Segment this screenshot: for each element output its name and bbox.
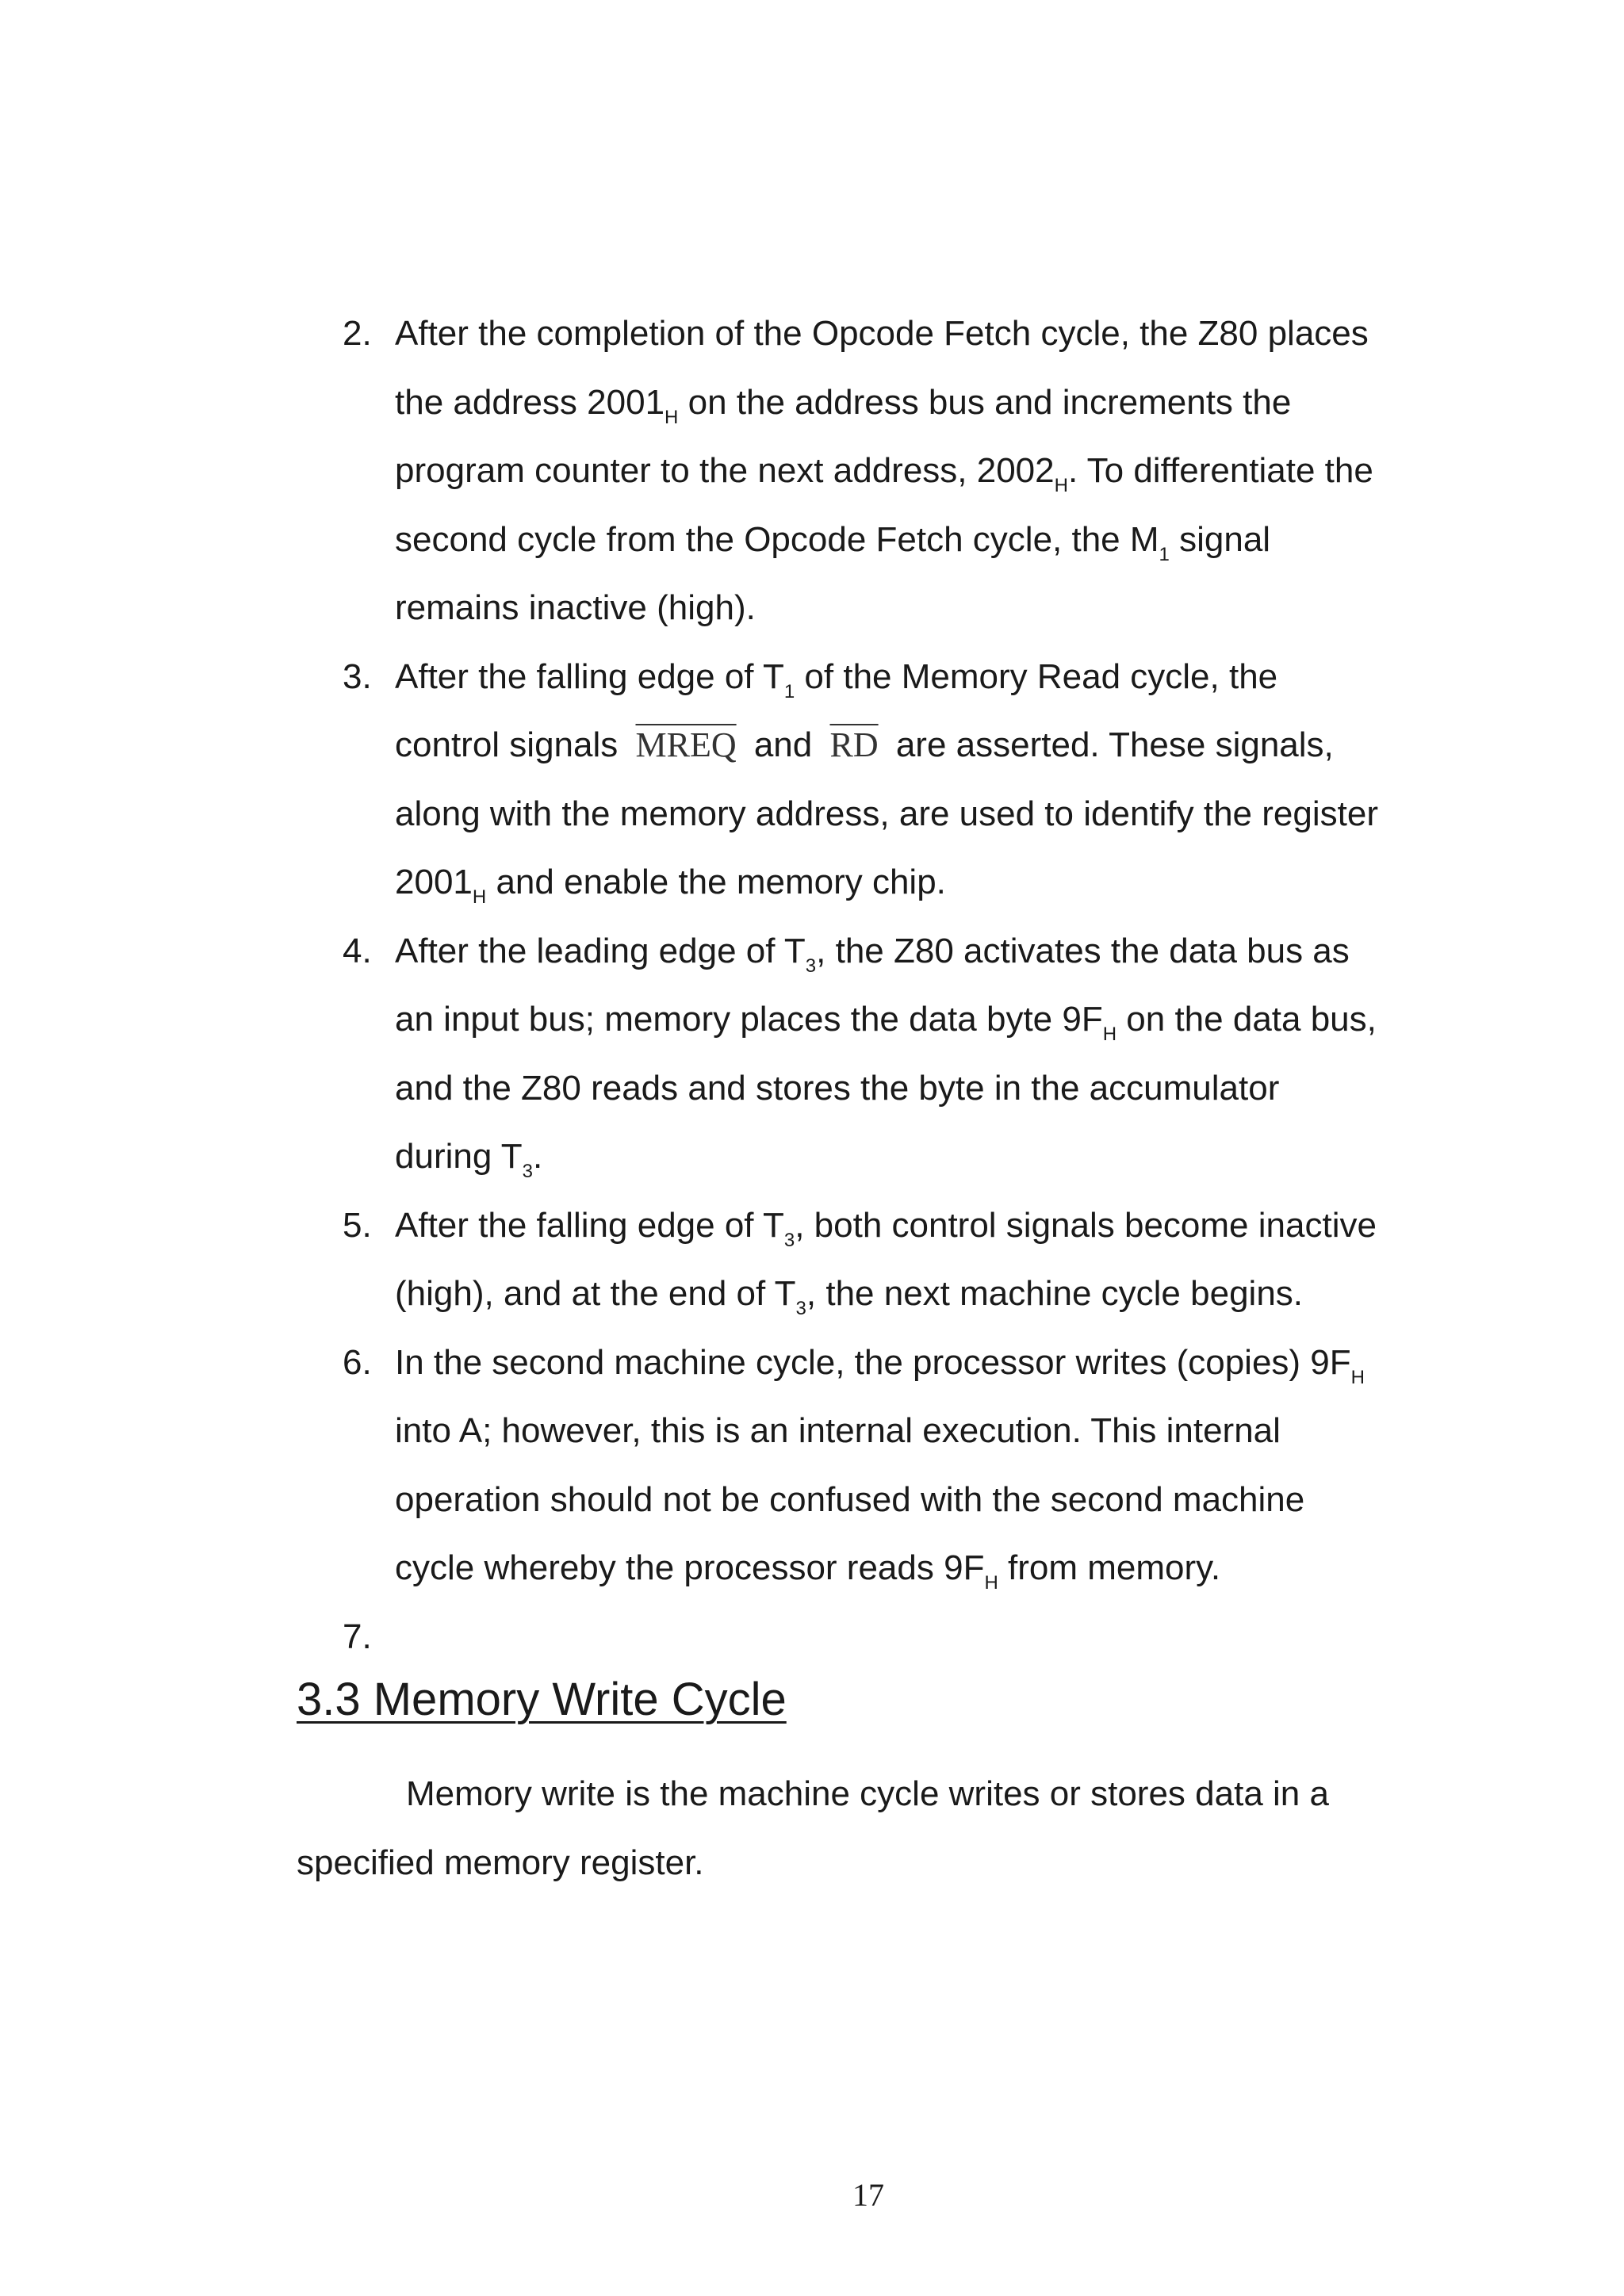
text-line: After the completion of the Opcode Fetch cycle, the Z80 places bbox=[395, 314, 1369, 353]
list-item-text bbox=[395, 643, 1469, 917]
page-number: 17 bbox=[852, 2177, 884, 2213]
text-line: cycle whereby the processor reads $9F_H$ from memory. bbox=[395, 1548, 1221, 1594]
list-item-number: 6. bbox=[343, 1342, 372, 1382]
text-line: the address $2001_H$ on the address bus and increments the bbox=[395, 382, 1292, 428]
text-line: After the falling edge of $T_3$, both control signals become inactive bbox=[395, 1205, 1377, 1251]
list-item-number: 5. bbox=[343, 1205, 372, 1245]
mreq-signal: MREQ bbox=[635, 725, 737, 764]
text-line: operation should not be confused with the second machine bbox=[395, 1479, 1305, 1519]
text-line: second cycle from the Opcode Fetch cycle, the $M_1$ signal bbox=[395, 519, 1271, 565]
list-item-text bbox=[395, 1329, 1469, 1603]
list-item bbox=[343, 300, 1469, 643]
list-item bbox=[343, 643, 1469, 917]
text-line: After the leading edge of $T_3$, the Z80 activates the data bus as bbox=[395, 931, 1350, 977]
list-item bbox=[343, 1603, 1469, 1672]
section-paragraph bbox=[297, 1760, 1486, 1897]
section-heading: 3.3 Memory Write Cycle bbox=[297, 1674, 787, 1725]
list-item bbox=[343, 917, 1469, 1192]
text-line: and the Z80 reads and stores the byte in the accumulator bbox=[395, 1068, 1280, 1108]
text-line: control signals MREQ and $\overline{RD}$ are asserted. These signals, bbox=[395, 725, 1334, 764]
text-line: (high), and at the end of $T_3$, the next machine cycle begins. bbox=[395, 1274, 1304, 1319]
list-item-text bbox=[395, 300, 1469, 643]
text-line: into A; however, this is an internal execution. This internal bbox=[395, 1411, 1281, 1450]
list-item-number: 2. bbox=[343, 314, 372, 353]
list-item-number: 4. bbox=[343, 931, 372, 970]
text-line: In the second machine cycle, the processor writes (copies) $9F_H$ bbox=[395, 1342, 1365, 1388]
list-item bbox=[343, 1192, 1469, 1329]
text-line: specified memory register. bbox=[297, 1843, 704, 1882]
list-item bbox=[343, 1329, 1469, 1603]
list-item-text bbox=[395, 917, 1469, 1192]
list-item-number: 7. bbox=[343, 1617, 372, 1656]
text-line: After the falling edge of $T_1$ of the Memory Read cycle, the bbox=[395, 656, 1278, 702]
text-line: an input bus; memory places the data byte $9F_H$ on the data bus, bbox=[395, 1000, 1377, 1045]
text-line: during $T_3$. bbox=[395, 1137, 543, 1182]
text-line: along with the memory address, are used to identify the register bbox=[395, 794, 1378, 833]
text-line: Memory write is the machine cycle writes or stores data in a bbox=[406, 1774, 1329, 1813]
rd-signal: $\overline{RD}$ bbox=[829, 725, 879, 764]
text-line: program counter to the next address, $2002_H$. To differentiate the bbox=[395, 451, 1373, 496]
list-item-number: 3. bbox=[343, 656, 372, 696]
text-line: $2001_H$ and enable the memory chip. bbox=[395, 863, 946, 908]
text-line: remains inactive (high). bbox=[395, 588, 756, 627]
numbered-list bbox=[343, 300, 1469, 1671]
list-item-text bbox=[395, 1192, 1469, 1329]
